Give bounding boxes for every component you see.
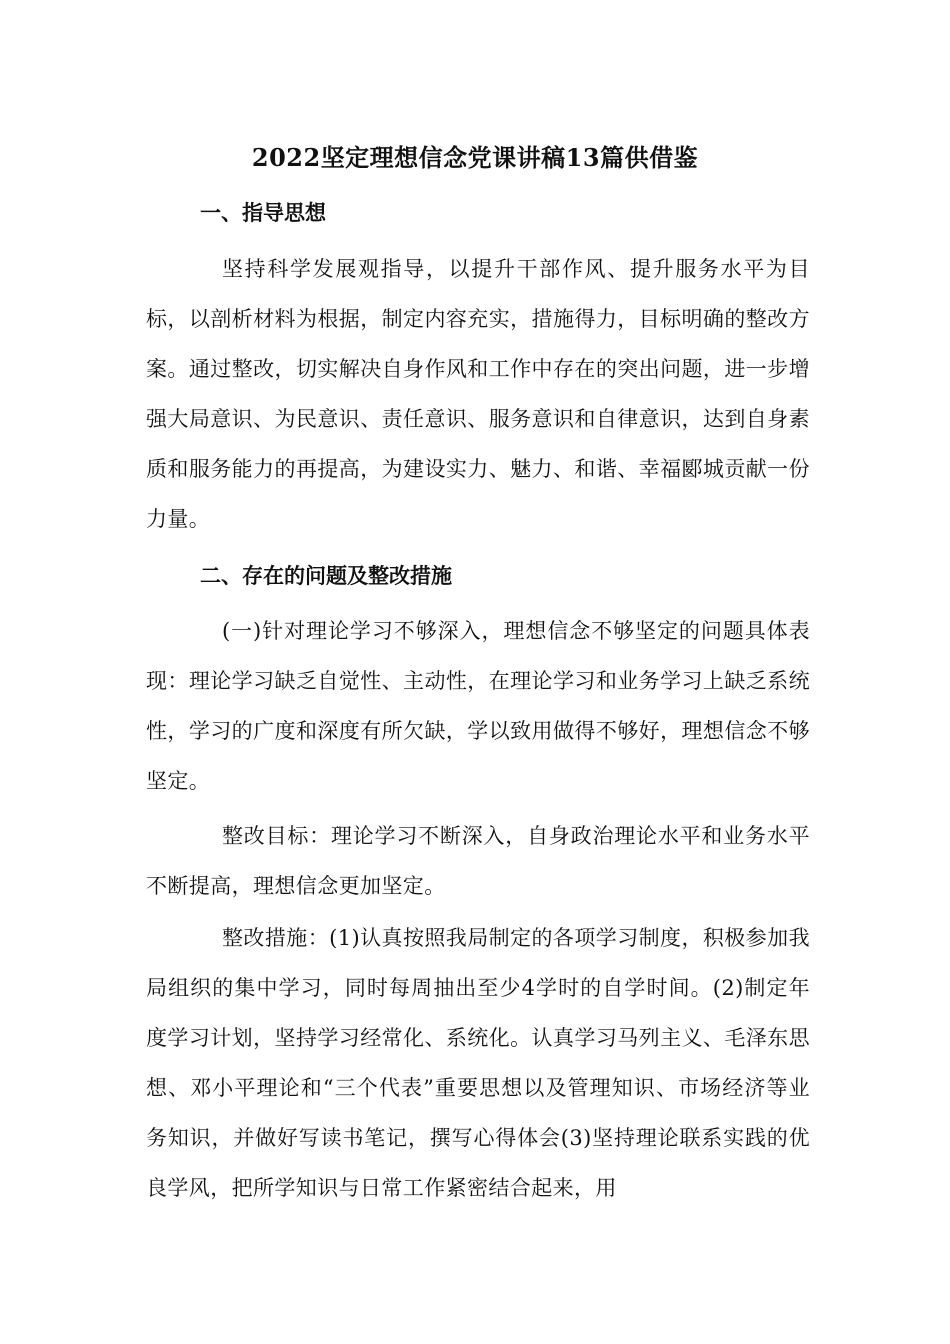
paragraph-rectification-measures: 整改措施：(1)认真按照我局制定的各项学习制度，积极参加我局组织的集中学习，同时每周抽出至少4学时的自学时间。(2)制定年度学习计划，坚持学习经常化、系统化。认真学习马列主义、毛泽东思想、邓小平理论和“三个代表”重要思想以及管理知识、市场经济等业务知识，并做好写读书笔记，撰写心得体会(3)坚持理论联系实践的优良学风，把所学知识与日常工作紧密结合起来，用 — [146, 926, 810, 1200]
section-heading-problems-measures: 二、存在的问题及整改措施 — [200, 563, 452, 588]
paragraph-problem-description: (一)针对理论学习不够深入，理想信念不够坚定的问题具体表现：理论学习缺乏自觉性、主动性，在理论学习和业务学习上缺乏系统性，学习的广度和深度有所欠缺，学以致用做得不够好，理想信念不够坚定。 — [146, 619, 810, 793]
paragraph-rectification-goal: 整改目标：理论学习不断深入，自身政治理论水平和业务水平不断提高，理想信念更加坚定。 — [146, 824, 810, 898]
section-heading-guiding-ideology: 一、指导思想 — [200, 200, 326, 225]
paragraph-guiding-ideology: 坚持科学发展观指导，以提升干部作风、提升服务水平为目标，以剖析材料为根据，制定内容充实，措施得力，目标明确的整改方案。通过整改，切实解决自身作风和工作中存在的突出问题，进一步增强大局意识、为民意识、责任意识、服务意识和自律意识，达到自身素质和服务能力的再提高，为建设实力、魅力、和谐、幸福郾城贡献一份力量。 — [146, 257, 810, 531]
document-title: 2022坚定理想信念党课讲稿13篇供借鉴 — [251, 143, 699, 172]
